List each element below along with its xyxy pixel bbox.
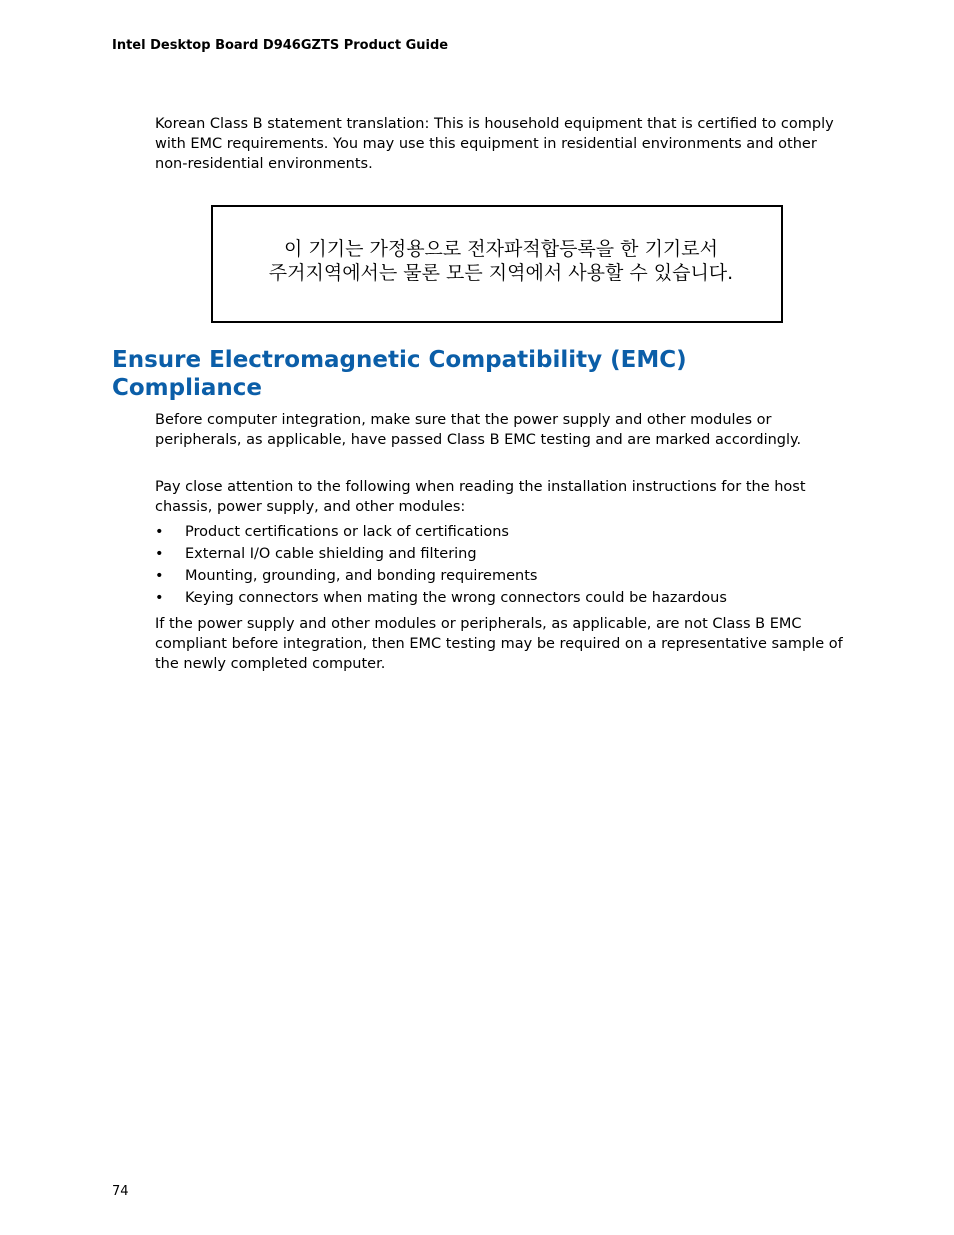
korean-translation-paragraph: Korean Class B statement translation: This is household equipment that is certified to comply with EMC requirements. You may use this equipment in residential environments and other non-residential environments. bbox=[155, 116, 834, 172]
list-item bbox=[155, 587, 845, 609]
list-item bbox=[155, 543, 845, 565]
section-heading: Ensure Electromagnetic Compatibility (EMC) Compliance bbox=[112, 347, 687, 401]
testing-paragraph: If the power supply and other modules or peripherals, as applicable, are not Class B EMC compliant before integration, then EMC testing may be required on a representative sample of the newly completed computer. bbox=[155, 616, 843, 672]
bullet-icon: • bbox=[155, 568, 164, 584]
running-header: Intel Desktop Board D946GZTS Product Guide bbox=[112, 38, 449, 53]
attention-paragraph: Pay close attention to the following when reading the installation instructions for the host chassis, power supply, and other modules: bbox=[155, 479, 806, 515]
list-item-text: External I/O cable shielding and filtering bbox=[185, 546, 477, 562]
list-item bbox=[155, 521, 845, 543]
bullet-icon: • bbox=[155, 546, 164, 562]
korean-statement-box bbox=[211, 205, 783, 323]
list-item-text: Product certifications or lack of certifications bbox=[185, 524, 509, 540]
korean-statement-line-1: 이 기기는 가정용으로 전자파적합등록을 한 기기로서 bbox=[284, 238, 718, 260]
list-item bbox=[155, 565, 845, 587]
korean-statement-line-2: 주거지역에서는 물론 모든 지역에서 사용할 수 있습니다. bbox=[268, 262, 734, 284]
page-number: 74 bbox=[112, 1184, 129, 1199]
attention-list bbox=[155, 521, 845, 609]
bullet-icon: • bbox=[155, 590, 164, 606]
bullet-icon: • bbox=[155, 524, 164, 540]
korean-statement-text bbox=[231, 237, 771, 285]
list-item-text: Mounting, grounding, and bonding requirements bbox=[185, 568, 538, 584]
integration-paragraph: Before computer integration, make sure that the power supply and other modules or peripherals, as applicable, have passed Class B EMC testing and are marked accordingly. bbox=[155, 412, 802, 448]
list-item-text: Keying connectors when mating the wrong connectors could be hazardous bbox=[185, 590, 727, 606]
